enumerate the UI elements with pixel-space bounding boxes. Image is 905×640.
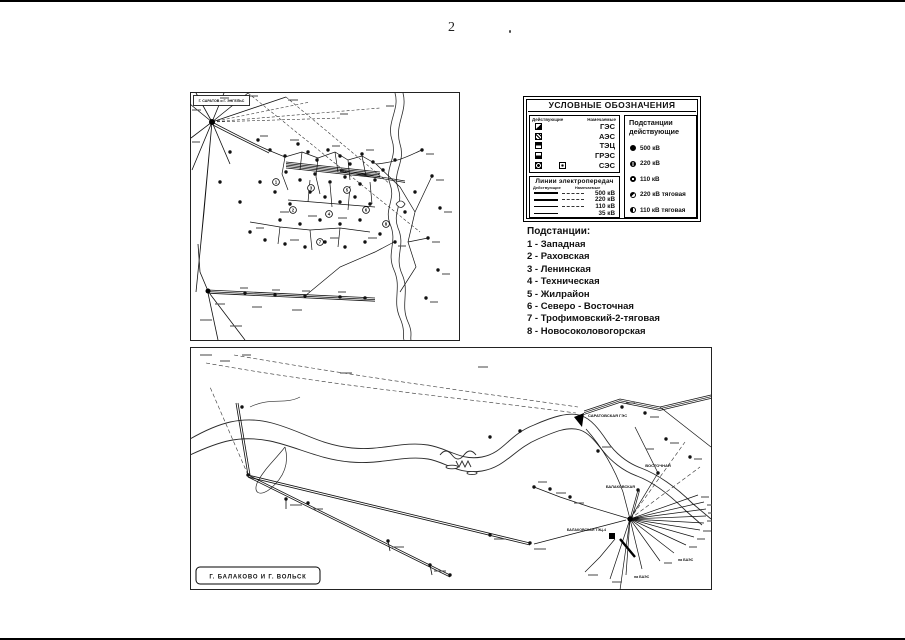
svg-text:3: 3	[309, 185, 313, 191]
map-node-dot	[363, 240, 366, 243]
map-node-dot	[338, 295, 341, 298]
scan-speck	[509, 30, 511, 33]
substation-list-item: 5 - Жилрайон	[527, 288, 590, 300]
map-node-dot	[284, 170, 287, 173]
line-110-swatch	[534, 206, 558, 207]
svg-text:6: 6	[364, 207, 368, 213]
bottom-map-panel	[190, 347, 712, 590]
map-node-dot	[343, 245, 346, 248]
map-node-dot	[528, 541, 531, 544]
line-500-planned-swatch	[562, 193, 584, 194]
map-node-dot	[438, 206, 441, 209]
legend-row-ges: ГЭС	[530, 122, 619, 132]
svg-text:7: 7	[318, 239, 322, 245]
line-220-planned-swatch	[562, 199, 584, 200]
col-planned-label: Намечаемые	[587, 117, 616, 122]
map-node-dot	[664, 437, 667, 440]
map-node-dot	[248, 230, 251, 233]
numbered-node	[344, 187, 351, 194]
legend-row-ses: СЭС	[530, 160, 619, 170]
map-node-dot	[424, 296, 427, 299]
map-node-dot	[688, 455, 691, 458]
numbered-node	[383, 221, 390, 228]
numbered-node	[273, 179, 280, 186]
substation-110-icon	[630, 176, 636, 182]
balakovskaya-tec4-label: БАЛАКОВСКАЯ ТЭЦ-4	[566, 528, 606, 532]
substation-list	[527, 226, 727, 338]
col-active-label: Действующие	[532, 117, 564, 122]
map-node-dot	[656, 471, 659, 474]
map-node-dot	[296, 142, 299, 145]
map-node-dot	[448, 573, 451, 576]
top-map-title: Г. САРАТОВ и Г. ЭНГЕЛЬС	[198, 99, 245, 104]
map-node-dot	[420, 148, 423, 151]
map-node-dot	[306, 501, 309, 504]
na-baes-label: на БАЭС	[678, 558, 694, 562]
map-node-dot	[303, 245, 306, 248]
map-node-dot	[343, 175, 346, 178]
map-node-dot	[243, 291, 246, 294]
map-node-dot	[306, 150, 309, 153]
map-node-dot	[283, 154, 286, 157]
map-node-dot	[353, 195, 356, 198]
svg-text:5: 5	[345, 187, 349, 193]
map-node-dot	[488, 533, 491, 536]
balakovskaya-label: БАЛАКОВСКАЯ	[605, 485, 635, 489]
line-220-swatch	[534, 199, 558, 201]
map-node-dot	[386, 539, 389, 542]
map-node-dot	[288, 202, 291, 205]
map-node-dot	[620, 405, 623, 408]
substation-type-row: 220 кВ тяговая	[625, 191, 696, 198]
substation-type-row: 110 кВ тяговая	[625, 207, 696, 214]
balakovskaya-tec4-node	[609, 533, 615, 539]
map-node-dot	[323, 240, 326, 243]
map-node-dot	[532, 485, 535, 488]
substation-list-item: 2 - Раховская	[527, 251, 590, 263]
substation-110-traction-icon	[630, 207, 636, 213]
legend-plants-box	[529, 115, 620, 173]
map-node-dot	[246, 473, 249, 476]
map-node-dot	[326, 148, 329, 151]
saratov-ges-label: САРАТОВСКАЯ ГЭС	[588, 413, 628, 418]
map-node-dot	[548, 487, 551, 490]
map-node-dot	[313, 172, 316, 175]
gres-symbol-icon	[535, 152, 542, 159]
vostochnaya-label: ВОСТОЧНАЯ	[645, 463, 671, 468]
map-node-dot	[596, 449, 599, 452]
substation-list-item: 3 - Ленинская	[527, 263, 591, 275]
top-map	[190, 92, 460, 341]
legend-row-gres: ГРЭС	[530, 151, 619, 161]
line-110-planned-swatch	[562, 206, 584, 207]
line-row-220: 220 кВ	[530, 197, 619, 204]
lines-col-active: Действующие	[533, 185, 561, 190]
map-node-dot	[358, 218, 361, 221]
na-baes-label: на БАЭС	[634, 575, 650, 579]
map-node-dot	[430, 174, 433, 177]
map-node-dot	[284, 497, 287, 500]
map-node-dot	[258, 180, 261, 183]
substation-type-row: 500 кВ	[625, 145, 696, 152]
map-node-dot	[428, 563, 431, 566]
map-node-dot	[363, 296, 366, 299]
map-node-dot	[338, 222, 341, 225]
map-node-dot	[298, 178, 301, 181]
line-row-110: 110 кВ	[530, 203, 619, 210]
numbered-node	[290, 207, 297, 214]
map-node-dot	[381, 168, 384, 171]
substation-220-traction-icon	[630, 192, 636, 198]
map-node-dot	[323, 195, 326, 198]
numbered-node	[326, 211, 333, 218]
svg-text:4: 4	[327, 211, 331, 217]
line-row-35: 35 кВ	[530, 210, 619, 217]
page-top-rule	[0, 0, 905, 2]
map-node-dot	[488, 435, 491, 438]
map-node-dot	[373, 178, 376, 181]
map-node-dot	[273, 190, 276, 193]
substation-220-icon	[630, 161, 636, 167]
map-node-dot	[298, 222, 301, 225]
map-node-dot	[643, 411, 646, 414]
map-node-dot	[403, 210, 406, 213]
hub-west-node	[209, 119, 215, 125]
map-node-dot	[273, 293, 276, 296]
map-node-dot	[338, 154, 341, 157]
line-500-swatch	[534, 192, 558, 194]
south-hub-node	[206, 289, 211, 294]
map-node-dot	[278, 218, 281, 221]
map-node-dot	[360, 152, 363, 155]
legend-panel	[523, 96, 701, 222]
map-node-dot	[393, 240, 396, 243]
bottom-map-title: Г. БАЛАКОВО И Г. ВОЛЬСК	[209, 574, 307, 581]
legend-lines-box	[529, 176, 620, 218]
map-node-dot	[240, 405, 243, 408]
ses-planned-symbol-icon	[559, 162, 566, 169]
map-node-dot	[218, 180, 221, 183]
map-node-dot	[283, 242, 286, 245]
svg-text:1: 1	[274, 179, 278, 185]
ses-symbol-icon	[535, 162, 542, 169]
substation-list-title: Подстанции:	[527, 226, 591, 237]
numbered-node	[308, 185, 315, 192]
map-node-dot	[228, 150, 231, 153]
map-node-dot	[378, 232, 381, 235]
balakovo-hub-node	[627, 516, 632, 521]
substation-type-row: 220 кВ	[625, 160, 696, 167]
map-node-dot	[338, 200, 341, 203]
aes-symbol-icon	[535, 133, 542, 140]
page-number: 2	[448, 20, 455, 35]
map-node-dot	[315, 158, 318, 161]
line-35-swatch	[534, 213, 558, 214]
substation-list-item: 1 - Западная	[527, 239, 586, 250]
lines-title: Линии электропередач	[535, 178, 614, 185]
map-node-dot	[256, 138, 259, 141]
substation-500-icon	[630, 145, 636, 151]
lines-col-planned: Намечаемые	[574, 185, 601, 190]
map-node-dot	[371, 160, 374, 163]
legend-row-aes: АЭС	[530, 132, 619, 142]
map-node-dot	[318, 218, 321, 221]
map-node-dot	[328, 180, 331, 183]
map-node-dot	[268, 148, 271, 151]
top-map-panel	[190, 92, 460, 341]
map-node-dot	[568, 495, 571, 498]
map-node-dot	[348, 162, 351, 165]
map-node-dot	[263, 238, 266, 241]
substation-list-item: 4 - Техническая	[527, 276, 600, 288]
map-node-dot	[636, 488, 639, 491]
tec-symbol-icon	[535, 142, 542, 149]
svg-text:8: 8	[384, 221, 388, 227]
numbered-node	[317, 239, 324, 246]
map-node-dot	[518, 429, 521, 432]
map-node-dot	[436, 268, 439, 271]
substations-header: Подстанции действующие	[629, 118, 680, 136]
line-row-500: 500 кВ	[530, 190, 619, 197]
svg-text:2: 2	[291, 207, 295, 213]
map-node-dot	[426, 236, 429, 239]
numbered-node	[363, 207, 370, 214]
substation-type-row: 110 кВ	[625, 176, 696, 183]
bottom-map	[190, 347, 712, 590]
substation-list-item: 7 - Трофимовский-2-тяговая	[527, 313, 660, 325]
map-node-dot	[393, 158, 396, 161]
legend-title: УСЛОВНЫЕ ОБОЗНАЧЕНИЯ	[528, 100, 696, 112]
map-node-dot	[308, 190, 311, 193]
map-node-dot	[368, 202, 371, 205]
substation-list-item: 6 - Северо - Восточная	[527, 301, 634, 313]
map-node-dot	[238, 200, 241, 203]
substation-list-item: 8 - Новосоколовогорская	[527, 325, 646, 337]
legend-substations-box	[624, 115, 697, 218]
map-node-dot	[413, 190, 416, 193]
map-node-dot	[303, 294, 306, 297]
legend-row-tec: ТЭЦ	[530, 141, 619, 151]
ges-symbol-icon	[535, 123, 542, 130]
map-node-dot	[358, 182, 361, 185]
